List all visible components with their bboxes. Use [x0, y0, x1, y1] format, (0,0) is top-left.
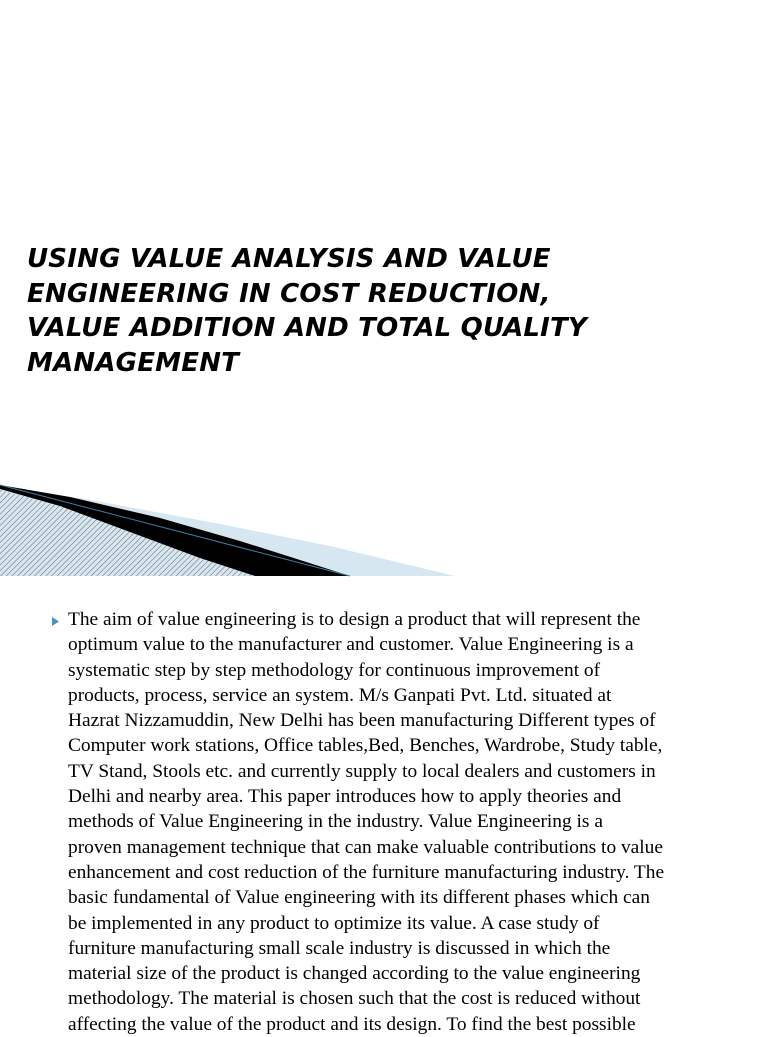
paragraph-line: The aim of value engineering is to design a product that will represent the	[68, 609, 641, 630]
paragraph-line: optimum value to the manufacturer and customer. Value Engineering is a	[68, 634, 634, 656]
paragraph-line: TV Stand, Stools etc. and currently supply to local dealers and customers in	[68, 760, 656, 782]
bullet-item	[52, 607, 732, 1037]
title-line: USING VALUE ANALYSIS AND VALUE	[27, 244, 551, 274]
paragraph-line: Hazrat Nizzamuddin, New Delhi has been manufacturing Different types of	[68, 710, 656, 732]
paragraph-line: affecting the value of the product and its design. To find the best possible	[68, 1013, 636, 1035]
paragraph-line: systematic step by step methodology for continuous improvement of	[68, 659, 601, 681]
paragraph-line: be implemented in any product to optimize its value. A case study of	[68, 912, 600, 934]
presentation-title	[27, 242, 707, 380]
paragraph-line: material size of the product is changed according to the value engineering	[68, 963, 641, 985]
content-slide	[0, 576, 768, 1035]
triangle-bullet-icon	[52, 607, 68, 1037]
paragraph-line: methods of Value Engineering in the industry. Value Engineering is a	[68, 811, 603, 833]
paragraph-line: enhancement and cost reduction of the furniture manufacturing industry. The	[68, 861, 665, 883]
abstract-paragraph	[68, 607, 720, 1037]
paragraph-line: products, process, service an system. M/s Ganpati Pvt. Ltd. situated at	[68, 684, 612, 706]
paragraph-line: basic fundamental of Value engineering with its different phases which can	[68, 887, 650, 909]
paragraph-line: proven management technique that can make valuable contributions to value	[68, 836, 663, 858]
title-line: VALUE ADDITION AND TOTAL QUALITY	[27, 313, 588, 343]
paragraph-line: methodology. The material is chosen such that the cost is reduced without	[68, 988, 641, 1010]
title-line: ENGINEERING IN COST REDUCTION,	[27, 278, 551, 309]
decorative-swoosh	[0, 480, 768, 576]
title-line: MANAGEMENT	[27, 347, 240, 378]
paragraph-line: Delhi and nearby area. This paper introduces how to apply theories and	[68, 786, 622, 808]
paragraph-line: Computer work stations, Office tables,Bed, Benches, Wardrobe, Study table,	[68, 735, 663, 757]
paragraph-line: furniture manufacturing small scale industry is discussed in which the	[68, 937, 611, 959]
